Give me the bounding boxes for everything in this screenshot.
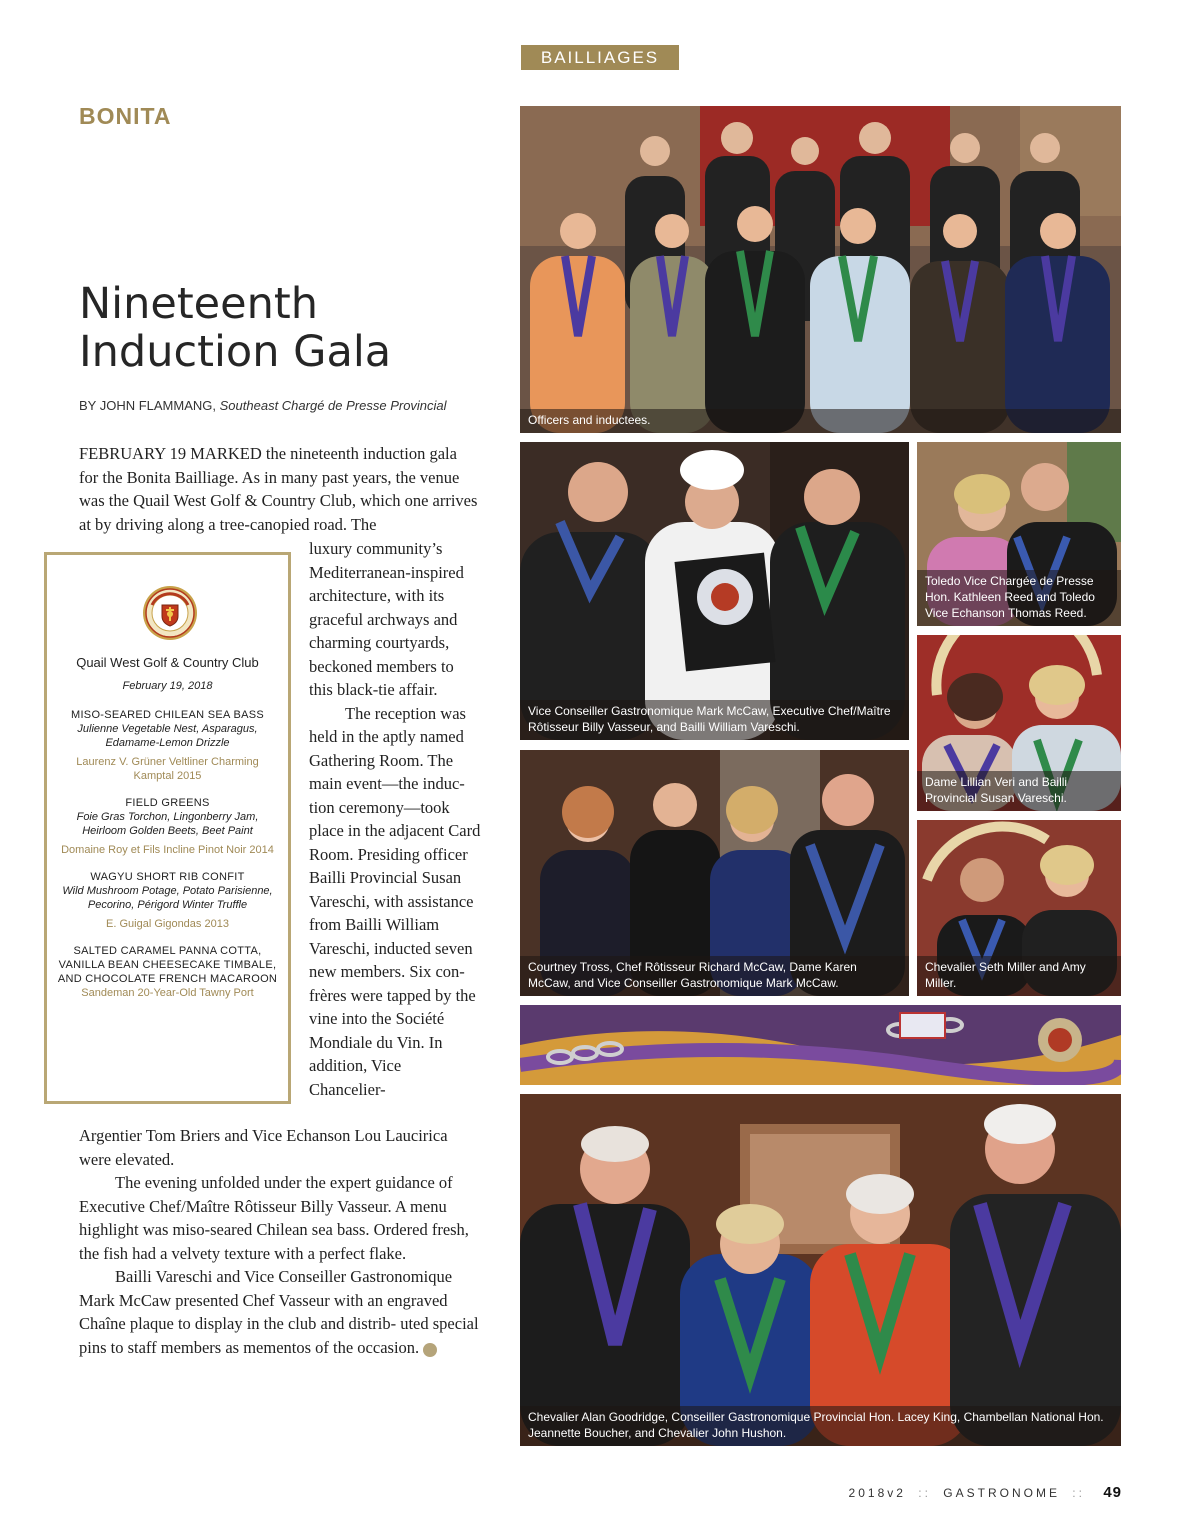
byline-author: BY JOHN FLAMMANG,: [79, 398, 217, 413]
photo-chef-plaque: [520, 442, 909, 740]
photo-caption: Officers and inductees.: [520, 409, 1121, 433]
page-number: 49: [1103, 1484, 1122, 1501]
title-line-2: Induction Gala: [79, 327, 392, 377]
menu-course: [55, 708, 280, 783]
course-name: SALTED CARAMEL PANNA COTTA, VANILLA BEAN CHEESECAKE TIMBALE, AND CHOCOLATE FRENCH MACAROON: [57, 945, 278, 985]
course-wine: E. Guigal Gigondas 2013: [106, 918, 229, 930]
article-text-bottom: [79, 1124, 479, 1359]
paragraph-4: Bailli Vareschi and Vice Conseiller Gastronomique Mark McCaw presented Chef Vasseur with an engraved Chaîne plaque to display in the club and distrib- uted special pins to staff members as mementos of the occasion.: [79, 1267, 479, 1357]
menu-venue: Quail West Golf & Country Club: [76, 655, 259, 670]
lead-in: FEBRUARY 19 MARKED: [79, 444, 262, 463]
photo-dame: [917, 635, 1121, 811]
course-wine: Laurenz V. Grüner Veltliner Charming Kamptal 2015: [76, 756, 259, 782]
photo-caption: Courtney Tross, Chef Rôtisseur Richard McCaw, Dame Karen McCaw, and Vice Conseiller Gastronomique Mark McCaw.: [520, 956, 909, 996]
chaine-logo-icon: [142, 585, 198, 641]
menu-courses: [55, 708, 280, 1013]
paragraph-2-narrow: The reception was held in the aptly named Gathering Room. The main event—the induc- tion ceremony—took place in the adjacent Card Room. Presiding officer Bailli Provincial Susan Vareschi, with assistance from Bailli William Vareschi, inducted seven new members. Six con- frères were tapped by the vine into the Société Mondiale du Vin. In addition, Vice Chancelier-: [309, 703, 481, 1099]
course-description: Wild Mushroom Potage, Potato Parisienne, Pecorino, Périgord Winter Truffle: [62, 885, 273, 911]
photo-toledo: [917, 442, 1121, 626]
photo-miller: [917, 820, 1121, 996]
footer-separator: ::: [1072, 1486, 1085, 1500]
title-line-1: Nineteenth: [79, 279, 318, 329]
end-mark-icon: G: [423, 1343, 437, 1357]
course-name: WAGYU SHORT RIB CONFIT: [90, 871, 245, 883]
photo-caption: Chevalier Alan Goodridge, Conseiller Gastronomique Provincial Hon. Lacey King, Chambellan National Hon. Jeannette Boucher, and Chevalier John Hushon.: [520, 1406, 1121, 1446]
photo-caption: Chevalier Seth Miller and Amy Miller.: [917, 956, 1121, 996]
course-name: MISO-SEARED CHILEAN SEA BASS: [70, 709, 264, 721]
course-wine: Domaine Roy et Fils Incline Pinot Noir 2014: [61, 844, 274, 856]
photo-caption: Toledo Vice Chargée de Presse Hon. Kathleen Reed and Toledo Vice Echanson Thomas Reed.: [917, 570, 1121, 626]
paragraph-2-bottom: Argentier Tom Briers and Vice Echanson Lou Laucirica were elevated.: [79, 1126, 448, 1169]
article-title: [79, 280, 499, 376]
ribbons-photo-image: [520, 1005, 1121, 1085]
course-description: Foie Gras Torchon, Lingonberry Jam, Heirloom Golden Beets, Beet Paint: [76, 811, 259, 837]
course-name: FIELD GREENS: [125, 797, 210, 809]
article-text-narrow: [309, 537, 481, 1101]
menu-course: [55, 796, 280, 857]
footer-magazine: GASTRONOME: [943, 1486, 1060, 1500]
paragraph-1-top: the nineteenth induction gala for the Bonita Bailliage. As in many past years, the venue was the Quail West Golf & Country Club, which one arrives at by driving along a tree-canopied road. The: [79, 444, 478, 534]
byline: [79, 398, 519, 413]
paragraph-1-narrow: luxury community’s Mediterranean-inspired architecture, with its graceful archways and charming courtyards, beckoned members to this black-tie affair.: [309, 539, 464, 699]
paragraph-3: The evening unfolded under the expert guidance of Executive Chef/Maître Rôtisseur Billy Vasseur. A menu highlight was miso-seared Chilean sea bass. Ordered fresh, the fish had a velvety texture with a perfect flake.: [79, 1173, 469, 1263]
chapter-name: BONITA: [79, 103, 172, 129]
bottom-photo-image: [520, 1094, 1121, 1446]
menu-box: [44, 552, 291, 1104]
page-footer: [760, 1484, 1122, 1501]
photo-ribbons: [520, 1005, 1121, 1085]
menu-date: February 19, 2018: [122, 680, 213, 692]
photo-group: [520, 106, 1121, 433]
photo-caption: Vice Conseiller Gastronomique Mark McCaw, Executive Chef/Maître Rôtisseur Billy Vasseur, and Bailli William Vareschi.: [520, 700, 909, 740]
photo-bottom: [520, 1094, 1121, 1446]
photo-tross: [520, 750, 909, 996]
article-text-top: [79, 442, 479, 536]
footer-separator: ::: [918, 1486, 931, 1500]
course-description: Julienne Vegetable Nest, Asparagus, Edamame-Lemon Drizzle: [77, 723, 258, 749]
menu-course: [55, 944, 280, 1000]
course-wine: Sandeman 20-Year-Old Tawny Port: [81, 987, 254, 999]
footer-issue: 2018v2: [848, 1486, 906, 1500]
menu-course: [55, 870, 280, 931]
chef-photo-image: [520, 442, 909, 740]
group-photo-image: [520, 106, 1121, 433]
photo-caption: Dame Lillian Veri and Bailli Provincial Susan Vareschi.: [917, 771, 1121, 811]
byline-role: Southeast Chargé de Presse Provincial: [219, 398, 447, 413]
section-tag: BAILLIAGES: [521, 45, 679, 70]
